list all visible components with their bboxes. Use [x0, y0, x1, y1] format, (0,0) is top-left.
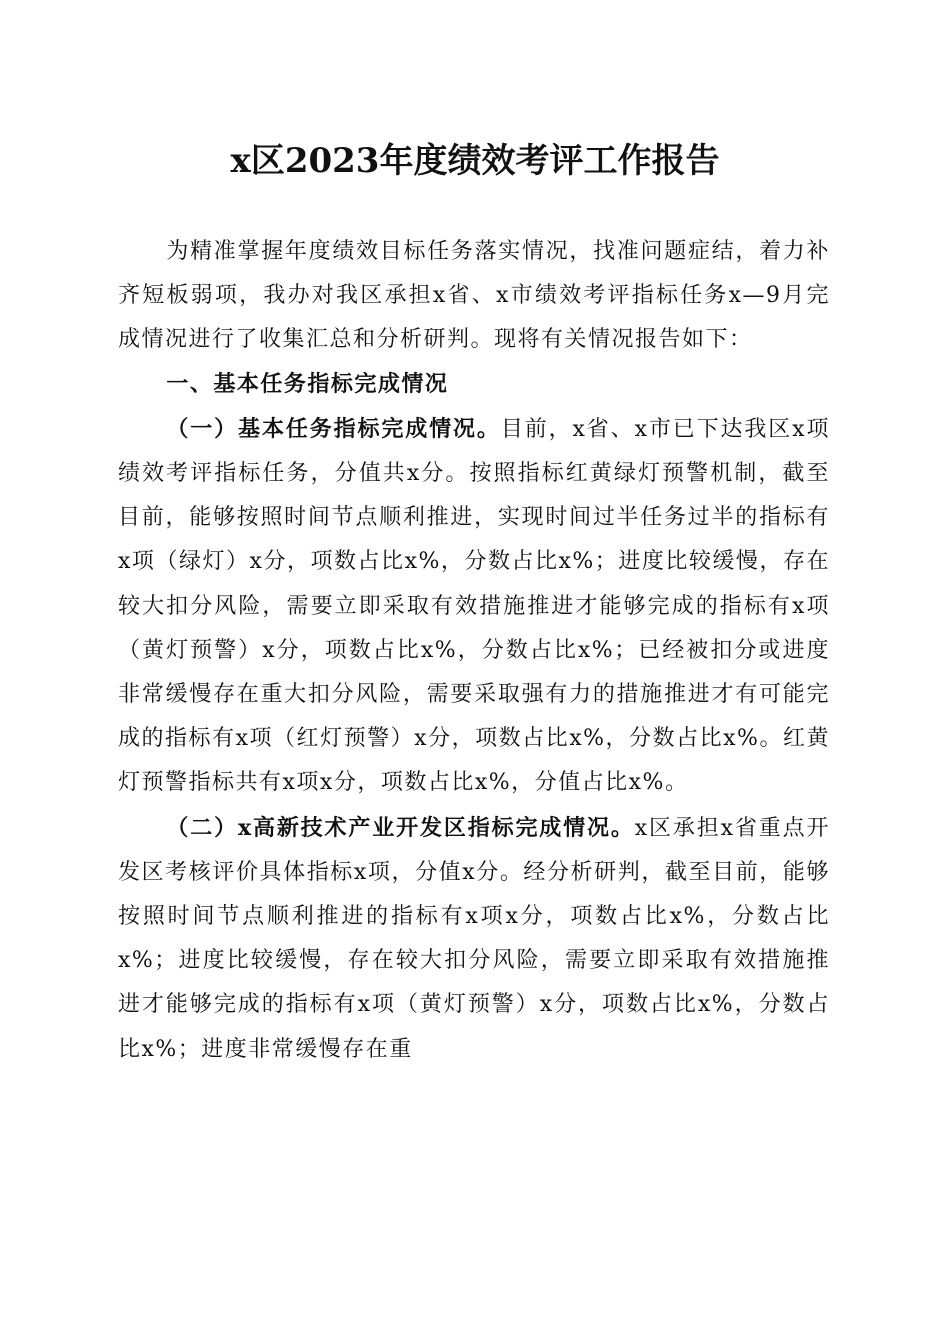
subsection-2-paragraph — [118, 806, 830, 1072]
subsection-1-body: 目前，x省、x市已下达我区x项绩效考评指标任务，分值共x分。按照指标红黄绿灯预警机制，截至目前，能够按照时间节点顺利推进，实现时间过半任务过半的指标有x项（绿灯）x分，项数占比x%，分数占比x%；进度比较缓慢，存在较大扣分风险，需要立即采取有效措施推进才能够完成的指标有x项（黄灯预警）x分，项数占比x%，分数占比x%；已经被扣分或进度非常缓慢存在重大扣分风险，需要采取强有力的措施推进才有可能完成的指标有x项（红灯预警）x分，项数占比x%，分数占比x%。红黄灯预警指标共有x项x分，项数占比x%，分值占比x%。 — [118, 416, 830, 796]
subsection-1-lead: （一）基本任务指标完成情况。 — [166, 415, 501, 442]
subsection-2-lead: （二）x高新技术产业开发区指标完成情况。 — [166, 814, 635, 841]
section-heading-basic-tasks: 一、基本任务指标完成情况 — [166, 371, 449, 397]
subsection-2-body: x区承担x省重点开发区考核评价具体指标x项，分值x分。经分析研判，截至目前，能够按照时间节点顺利推进的指标有x项x分，项数占比x%，分数占比x%；进度比较缓慢，存在较大扣分风险，需要立即采取有效措施推进才能够完成的指标有x项（黄灯预警）x分，项数占比x%，分数占比x%；进度非常缓慢存在重 — [118, 815, 830, 1062]
subsection-1-paragraph — [118, 407, 830, 806]
intro-paragraph: 为精准掌握年度绩效目标任务落实情况，找准问题症结，着力补齐短板弱项，我办对我区承担x省、x市绩效考评指标任务x—9月完成情况进行了收集汇总和分析研判。现将有关情况报告如下： — [118, 239, 830, 353]
document-body — [118, 230, 830, 1072]
document-title: x区2023年度绩效考评工作报告 — [230, 141, 720, 181]
